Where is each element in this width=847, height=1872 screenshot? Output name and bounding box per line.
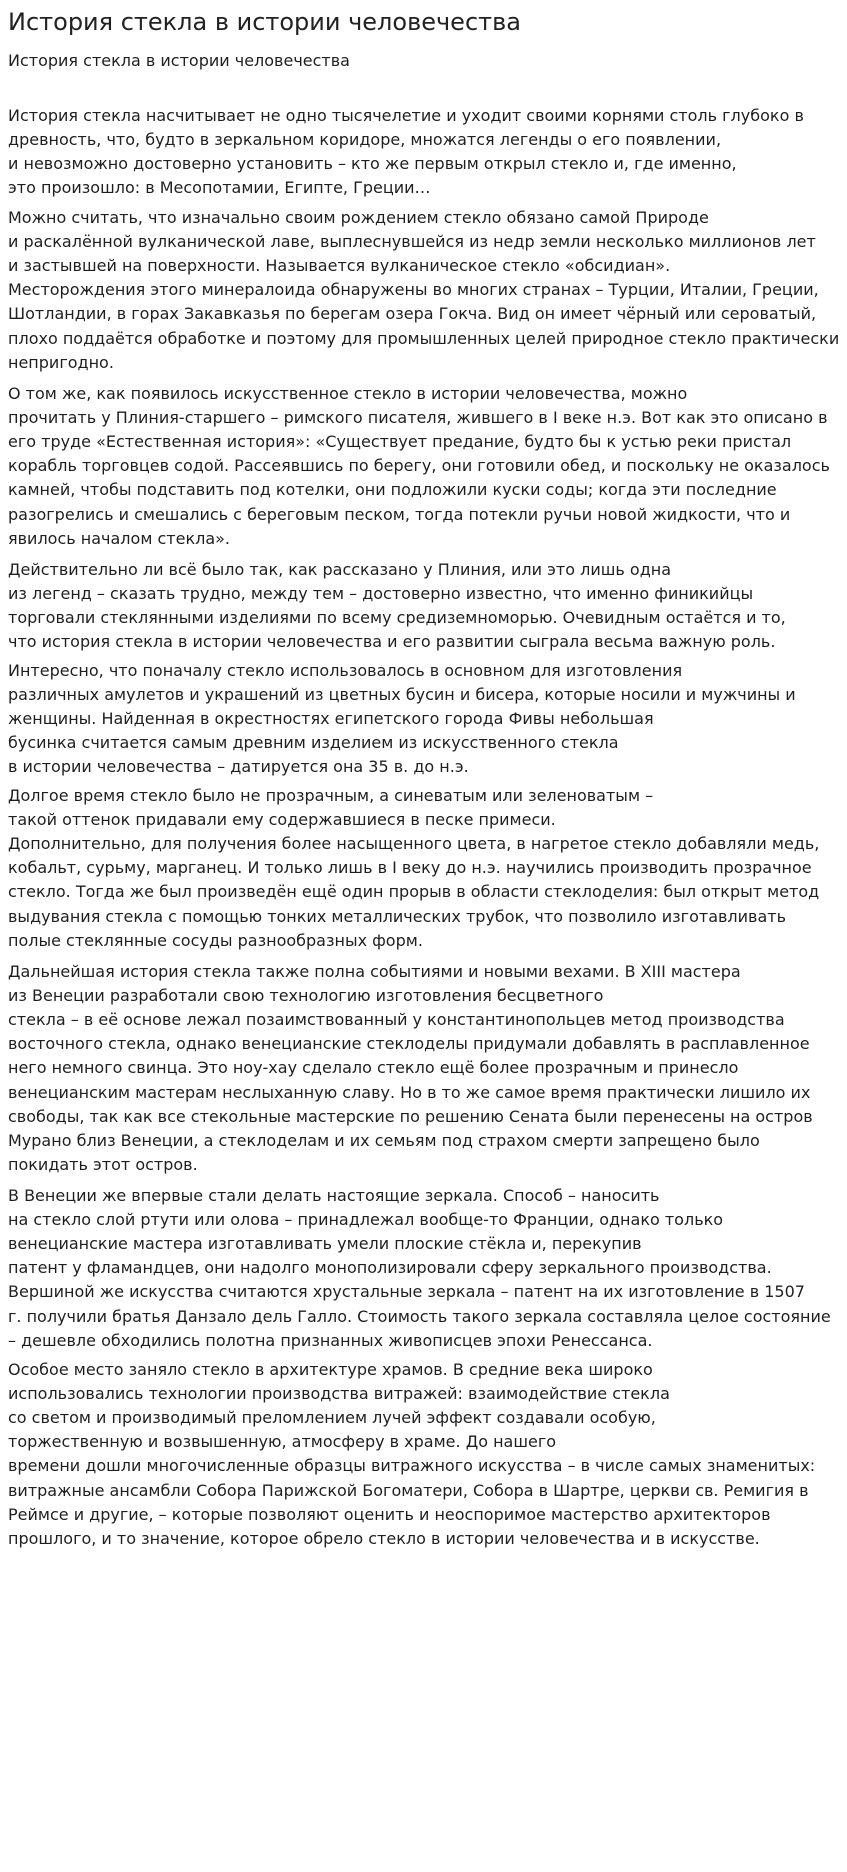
paragraph-line: Можно считать, что изначально своим рождением стекло обязано самой Природе: [8, 208, 709, 227]
paragraph-line: прошлого, и то значение, которое обрело стекло в истории человечества и в искусстве.: [8, 1528, 760, 1548]
paragraph-line: времени дошли многочисленные образцы витражного искусства – в числе самых знаменитых:: [8, 1456, 816, 1476]
paragraph-line: камней, чтобы подставить под котелки, они подложили куски соды; когда эти последние: [8, 480, 777, 500]
paragraph-line: Месторождения этого минералоида обнаружены во многих странах – Турции, Италии, Греции,: [8, 280, 819, 300]
paragraph-line: прочитать у Плиния-старшего – римского писателя, жившего в I веке н.э. Вот как это описано в: [8, 408, 828, 428]
paragraph-line: на стекло слой ртути или олова – принадлежал вообще-то Франции, однако только: [8, 1210, 724, 1230]
paragraph-line: – дешевле обходились полотна признанных живописцев эпохи Ренессанса.: [8, 1330, 653, 1350]
paragraph-line: в истории человечества – датируется она 35 в. до н.э.: [8, 757, 469, 777]
paragraph-line: Вершиной же искусства считаются хрустальные зеркала – патент на их изготовление в 1507: [8, 1282, 805, 1302]
paragraph-line: и невозможно достоверно установить – кто же первым открыл стекло и, где именно,: [8, 154, 737, 174]
paragraph-line: со светом и производимый преломлением лучей эффект создавали особую,: [8, 1408, 656, 1428]
paragraph-line: венецианские мастера изготавливать умели плоские стёкла и, перекупив: [8, 1234, 642, 1254]
paragraph-line: него немного свинца. Это ноу-хау сделало стекло ещё более прозрачным и принесло: [8, 1058, 739, 1078]
paragraph-line: бусинка считается самым древним изделием из искусственного стекла: [8, 733, 619, 753]
paragraph-line: выдувания стекла с помощью тонких металлических трубок, что позволило изготавливать: [8, 906, 787, 926]
paragraph-line: плохо поддаётся обработке и поэтому для промышленных целей природное стекло практически: [8, 328, 840, 348]
paragraph-line: патент у фламандцев, они надолго монополизировали сферу зеркального производства.: [8, 1258, 772, 1278]
paragraph-line: В Венеции же впервые стали делать настоящие зеркала. Способ – наносить: [8, 1186, 660, 1205]
paragraph-line: женщины. Найденная в окрестностях египетского города Фивы небольшая: [8, 709, 654, 729]
paragraph-line: использовались технологии производства витражей: взаимодействие стекла: [8, 1384, 670, 1404]
paragraph-line: его труде «Естественная история»: «Существует предание, будто бы к устью реки пристал: [8, 432, 792, 452]
paragraph-line: такой оттенок придавали ему содержавшиеся в песке примеси.: [8, 810, 556, 830]
paragraph-line: История стекла насчитывает не одно тысячелетие и уходит своими корнями столь глубоко в: [8, 106, 804, 125]
paragraph-line: восточного стекла, однако венецианские стеклоделы придумали добавлять в расплавленное: [8, 1034, 810, 1054]
paragraph-line: Интересно, что поначалу стекло использовалось в основном для изготовления: [8, 661, 683, 680]
paragraph-line: из Венеции разработали свою технологию изготовления бесцветного: [8, 986, 604, 1006]
paragraph-line: торжественную и возвышенную, атмосферу в храме. До нашего: [8, 1432, 557, 1452]
paragraph-line: Мурано близ Венеции, а стеклоделам и их семьям под страхом смерти запрещено было: [8, 1130, 760, 1150]
paragraph-line: покидать этот остров.: [8, 1154, 198, 1174]
paragraph-line: явилось началом стекла».: [8, 528, 231, 548]
paragraph-line: непригодно.: [8, 352, 114, 372]
paragraph-line: что история стекла в истории человечества и его развитии сыграла весьма важную роль.: [8, 632, 776, 652]
paragraph-line: свободы, так как все стекольные мастерские по решению Сената были перенесены на остров: [8, 1106, 813, 1126]
paragraph-line: Шотландии, в горах Закавказья по берегам озера Гокча. Вид он имеет чёрный или сероватый,: [8, 304, 817, 324]
paragraph-line: О том же, как появилось искусственное стекло в истории человечества, можно: [8, 384, 688, 403]
paragraph-line: древность, что, будто в зеркальном коридоре, множатся легенды о его появлении,: [8, 130, 722, 150]
paragraph-line: различных амулетов и украшений из цветных бусин и бисера, которые носили и мужчины и: [8, 685, 796, 705]
paragraph-line: Дополнительно, для получения более насыщенного цвета, в нагретое стекло добавляли медь,: [8, 834, 820, 854]
paragraph-line: и раскалённой вулканической лаве, выплеснувшейся из недр земли несколько миллионов лет: [8, 232, 816, 252]
paragraph-line: из легенд – сказать трудно, между тем – достоверно известно, что именно финикийцы: [8, 584, 754, 604]
paragraph-line: Долгое время стекло было не прозрачным, а синеватым или зеленоватым –: [8, 786, 654, 805]
paragraph-line: Реймсе и другие, – которые позволяют оценить и неоспоримое мастерство архитекторов: [8, 1504, 771, 1524]
page-subtitle: История стекла в истории человечества: [8, 51, 350, 70]
paragraph-line: венецианским мастерам неслыханную славу. Но в то же самое время практически лишило их: [8, 1082, 811, 1102]
paragraph-line: корабль торговцев содой. Рассеявшись по берегу, они готовили обед, и поскольку не оказалось: [8, 456, 830, 476]
paragraph-line: кобальт, сурьму, марганец. И только лишь в I веку до н.э. научились производить прозрачное: [8, 858, 812, 878]
paragraph-line: г. получили братья Данзало дель Галло. Стоимость такого зеркала составляла целое состояние: [8, 1306, 831, 1326]
paragraph-line: стекло. Тогда же был произведён ещё один прорыв в области стеклоделия: был открыт метод: [8, 882, 820, 902]
paragraph-line: торговали стеклянными изделиями по всему средиземноморью. Очевидным остаётся и то,: [8, 608, 786, 628]
paragraph-line: витражные ансамбли Собора Парижской Богоматери, Собора в Шартре, церкви св. Ремигия в: [8, 1480, 809, 1500]
paragraph-line: Особое место заняло стекло в архитектуре храмов. В средние века широко: [8, 1360, 653, 1379]
paragraph-line: и застывшей на поверхности. Называется вулканическое стекло «обсидиан».: [8, 256, 671, 276]
page-title: История стекла в истории человечества: [8, 8, 521, 36]
paragraph-line: разогрелись и смешались с береговым песком, тогда потекли ручьи новой жидкости, что и: [8, 504, 791, 524]
paragraph-line: полые стеклянные сосуды разнообразных форм.: [8, 930, 423, 950]
paragraph-line: это произошло: в Месопотамии, Египте, Греции…: [8, 178, 431, 198]
paragraph-line: стекла – в её основе лежал позаимствованный у константинопольцев метод производства: [8, 1010, 785, 1030]
paragraph-line: Дальнейшая история стекла также полна событиями и новыми вехами. В XIII мастера: [8, 962, 741, 981]
paragraph-line: Действительно ли всё было так, как рассказано у Плиния, или это лишь одна: [8, 560, 672, 579]
